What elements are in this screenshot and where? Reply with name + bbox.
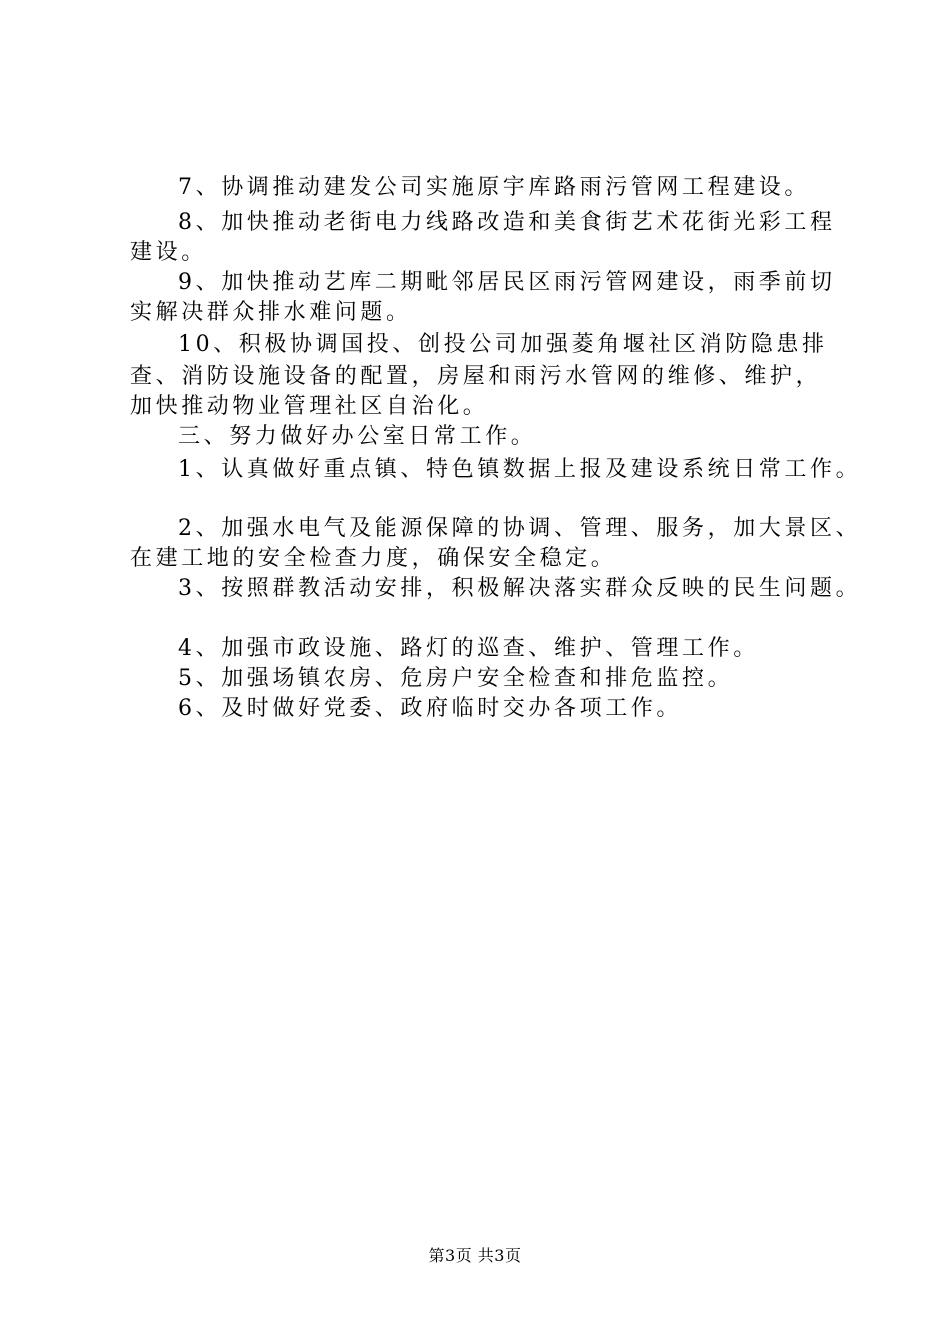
section-heading: 三、努力做好办公室日常工作。 [178, 424, 537, 449]
paragraph-line: 查、消防设施设备的配置，房屋和雨污水管网的维修、维护， [130, 364, 822, 389]
paragraph-line: 7、协调推动建发公司实施原宇库路雨污管网工程建设。 [178, 175, 810, 200]
paragraph-line: 在建工地的安全检查力度，确保安全稳定。 [130, 546, 617, 571]
paragraph-line: 建设。 [130, 240, 207, 265]
paragraph-line: 2、加强水电气及能源保障的协调、管理、服务，加大景区、 [178, 516, 862, 541]
paragraph-line: 3、按照群教活动安排，积极解决落实群众反映的民生问题。 [178, 576, 862, 601]
paragraph-line: 1、认真做好重点镇、特色镇数据上报及建设系统日常工作。 [178, 457, 862, 482]
paragraph-line: 实解决群众排水难问题。 [130, 300, 412, 325]
paragraph-line: 9、加快推动艺库二期毗邻居民区雨污管网建设，雨季前切 [178, 270, 836, 295]
paragraph-line: 5、加强场镇农房、危房户安全检查和排危监控。 [178, 666, 734, 691]
paragraph-line: 4、加强市政设施、路灯的巡查、维护、管理工作。 [178, 636, 759, 661]
paragraph-line: 加快推动物业管理社区自治化。 [130, 394, 489, 419]
paragraph-line: 6、及时做好党委、政府临时交办各项工作。 [178, 696, 682, 721]
paragraph-line: 8、加快推动老街电力线路改造和美食街艺术花街光彩工程 [178, 210, 836, 235]
paragraph-line: 10、积极协调国投、创投公司加强菱角堰社区消防隐患排 [178, 332, 828, 357]
page-number-footer: 第3页 共3页 [428, 1246, 522, 1265]
